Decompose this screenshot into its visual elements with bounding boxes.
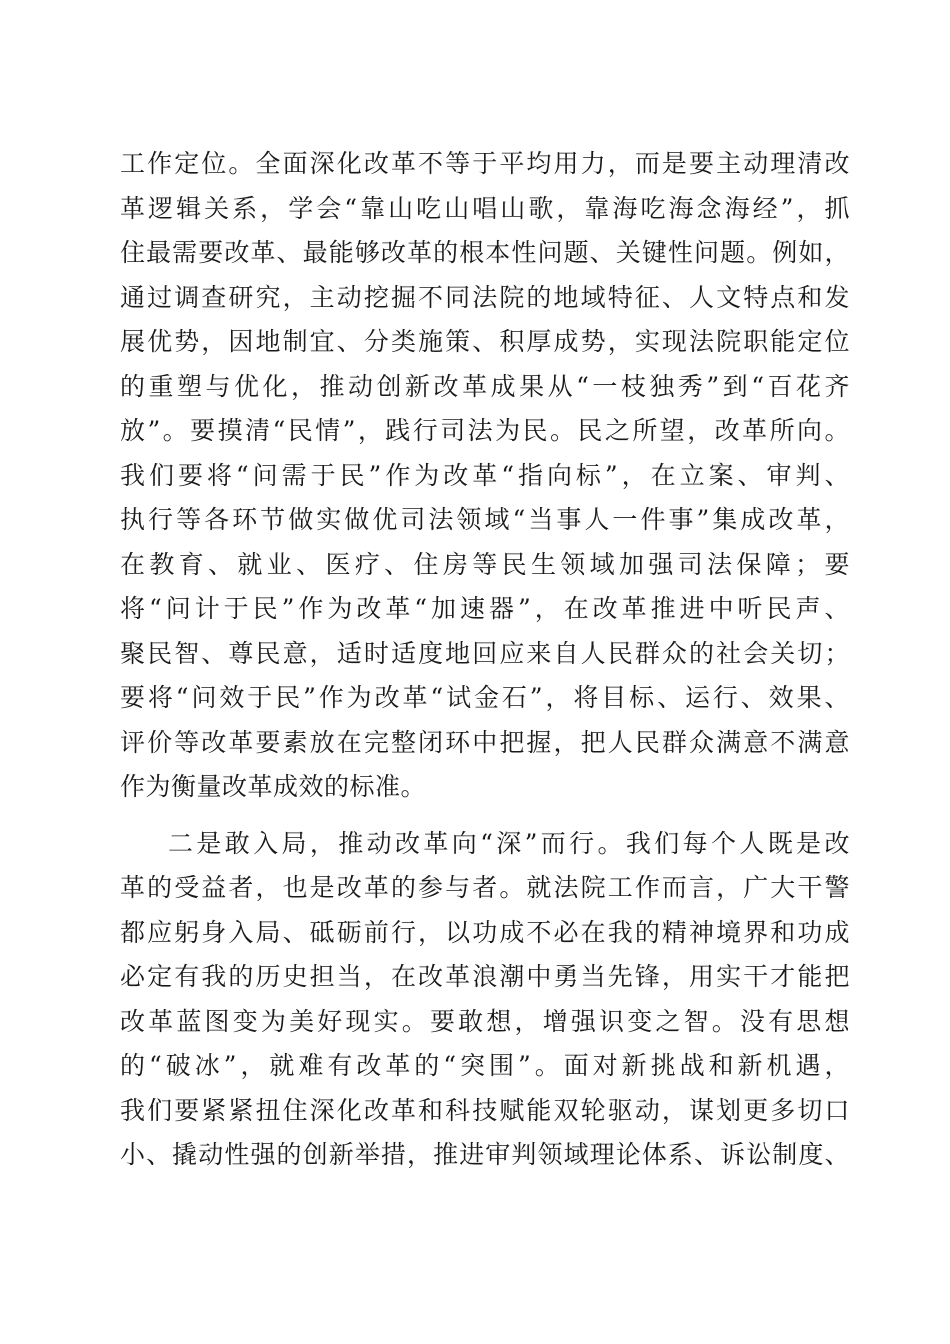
text-line: 革的受益者，也是改革的参与者。就法院工作而言，广大干警 (120, 873, 850, 902)
document-body (120, 142, 850, 1178)
text-line: 评价等改革要素放在完整闭环中把握，把人民群众满意不满意 (120, 727, 850, 757)
text-line: 革逻辑关系，学会“靠山吃山唱山歌，靠海吃海念海经”，抓 (120, 193, 850, 223)
text-line: 作为衡量改革成效的标准。 (120, 772, 427, 801)
text-line: 要将“问效于民”作为改革“试金石”，将目标、运行、效果、 (120, 683, 850, 712)
paragraph-2 (120, 822, 850, 1178)
text-line: 小、撬动性强的创新举措，推进审判领域理论体系、诉讼制度、 (120, 1140, 850, 1169)
text-line: 通过调查研究，主动挖掘不同法院的地域特征、人文特点和发 (120, 282, 850, 312)
text-line: 放”。要摸清“民情”，践行司法为民。民之所望，改革所向。 (120, 416, 850, 445)
text-line: 都应躬身入局、砥砺前行，以功成不必在我的精神境界和功成 (120, 917, 850, 947)
text-line: 住最需要改革、最能够改革的根本性问题、关键性问题。例如， (120, 238, 850, 267)
text-line: 的重塑与优化，推动创新改革成果从“一枝独秀”到“百花齐 (120, 371, 850, 401)
text-line: 二是敢入局，推动改革向“深”而行。我们每个人既是改 (168, 828, 850, 858)
text-line: 聚民智、尊民意，适时适度地回应来自人民群众的社会关切； (120, 638, 850, 668)
text-line: 我们要将“问需于民”作为改革“指向标”，在立案、审判、 (120, 460, 850, 490)
text-line: 工作定位。全面深化改革不等于平均用力，而是要主动理清改 (120, 149, 850, 178)
text-line: 我们要紧紧扭住深化改革和科技赋能双轮驱动，谋划更多切口 (120, 1095, 850, 1125)
paragraph-1 (120, 142, 850, 810)
paragraph-spacer (120, 810, 850, 822)
text-line: 执行等各环节做实做优司法领域“当事人一件事”集成改革， (120, 505, 850, 534)
text-line: 必定有我的历史担当，在改革浪潮中勇当先锋，用实干才能把 (120, 962, 850, 991)
text-line: 将“问计于民”作为改革“加速器”，在改革推进中听民声、 (120, 594, 850, 623)
text-line: 的“破冰”，就难有改革的“突围”。面对新挑战和新机遇， (120, 1051, 850, 1080)
text-line: 改革蓝图变为美好现实。要敢想，增强识变之智。没有思想 (120, 1006, 850, 1036)
text-line: 在教育、就业、医疗、住房等民生领域加强司法保障；要 (120, 549, 850, 579)
text-line: 展优势，因地制宜、分类施策、积厚成势，实现法院职能定位 (120, 327, 850, 356)
